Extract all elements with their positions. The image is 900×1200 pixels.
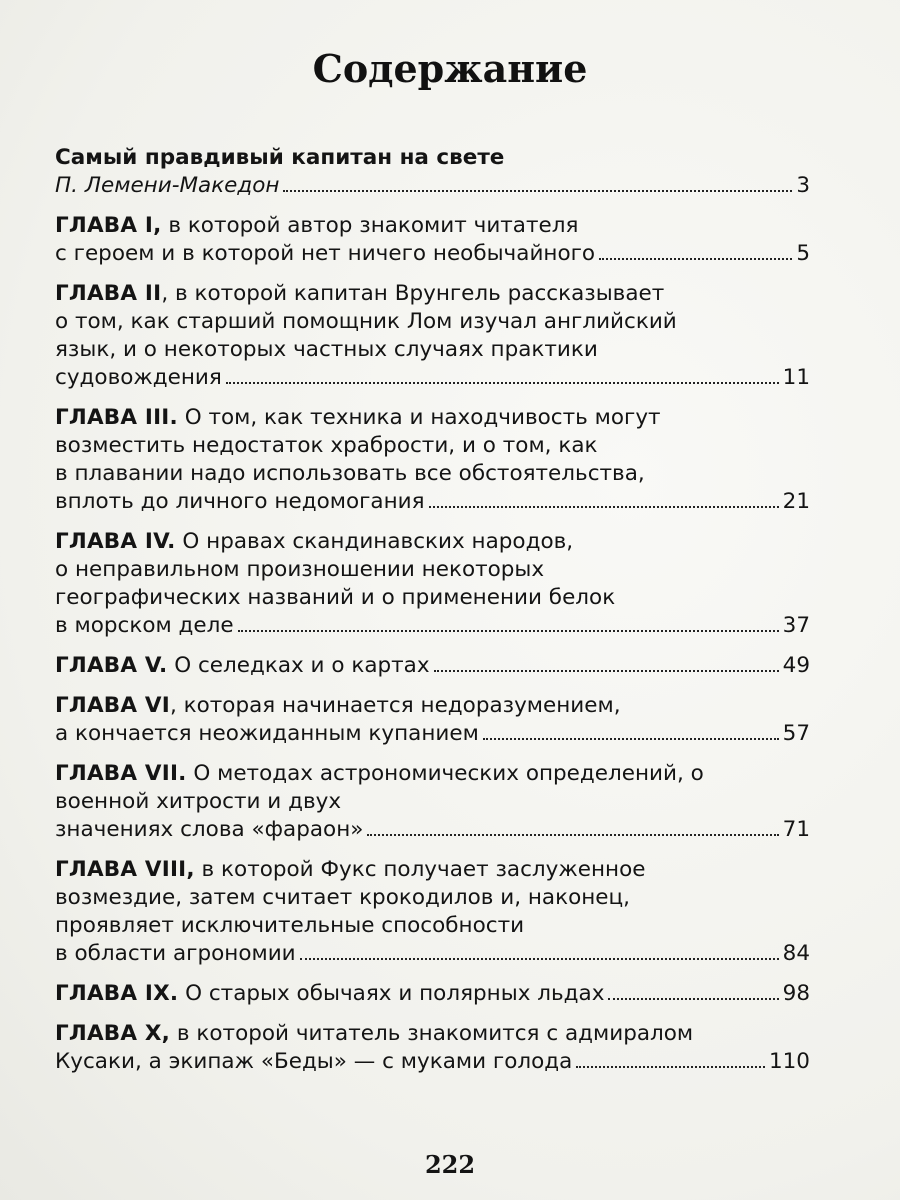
page-number: 222 <box>424 1150 476 1179</box>
dot-leader <box>283 190 792 192</box>
toc-page-number: 11 <box>782 365 810 390</box>
toc-entry-text: в которой автор знакомит читателя <box>161 213 579 238</box>
toc-entry-text: О старых обычаях и полярных льдах <box>178 981 605 1006</box>
toc-page-number: 37 <box>782 613 810 638</box>
chapter-label: ГЛАВА I, <box>55 213 162 238</box>
dot-leader <box>238 630 779 632</box>
chapter-label: ГЛАВА VII. <box>55 761 187 786</box>
toc-entry-text: , которая начинается недоразумением, <box>169 693 621 718</box>
toc-entry-text: значениях слова «фараон» <box>55 817 364 842</box>
toc-page-number: 98 <box>782 981 810 1006</box>
toc-entry-text: Кусаки, а экипаж «Беды» — с муками голода <box>55 1049 573 1074</box>
chapter-label: ГЛАВА IX. <box>55 981 179 1006</box>
dot-leader <box>300 958 779 960</box>
toc-page-number: 49 <box>782 653 810 678</box>
toc-page-number: 5 <box>796 241 810 266</box>
toc-entry-text: а кончается неожиданным купанием <box>55 721 479 746</box>
toc-entry-text: о том, как старший помощник Лом изучал английский <box>55 309 677 334</box>
toc-entry-text: военной хитрости и двух <box>55 789 342 814</box>
toc-entry[interactable] <box>55 652 810 680</box>
toc-entry-heading: Самый правдивый капитан на свете <box>55 145 505 170</box>
dot-leader <box>429 506 779 508</box>
dot-leader <box>367 834 778 836</box>
dot-leader <box>226 382 779 384</box>
chapter-label: ГЛАВА IV. <box>55 529 176 554</box>
dot-leader <box>599 258 792 260</box>
table-of-contents <box>55 144 810 1088</box>
chapter-label: ГЛАВА X, <box>55 1021 171 1046</box>
toc-entry-text: , в которой капитан Врунгель рассказывает <box>161 281 665 306</box>
toc-entry[interactable] <box>55 760 810 844</box>
toc-entry-text: О селедках и о картах <box>167 653 430 678</box>
toc-entry[interactable] <box>55 692 810 748</box>
toc-entry-text: в морском деле <box>55 613 234 638</box>
toc-entry[interactable] <box>55 144 810 200</box>
toc-entry[interactable] <box>55 528 810 640</box>
toc-entry-text: в которой Фукс получает заслуженное <box>194 857 646 882</box>
page-title: Содержание <box>312 46 588 91</box>
toc-entry-text: вплоть до личного недомогания <box>55 489 425 514</box>
toc-entry[interactable] <box>55 1020 810 1076</box>
toc-entry-text: О нравах скандинавских народов, <box>175 529 574 554</box>
toc-page-number: 84 <box>782 941 810 966</box>
toc-entry[interactable] <box>55 404 810 516</box>
toc-entry-text: проявляет исключительные способности <box>55 913 525 938</box>
toc-page-number: 3 <box>796 173 810 198</box>
toc-entry[interactable] <box>55 212 810 268</box>
dot-leader <box>576 1066 765 1068</box>
dot-leader <box>483 738 779 740</box>
dot-leader <box>434 670 779 672</box>
toc-entry[interactable] <box>55 980 810 1008</box>
toc-entry[interactable] <box>55 856 810 968</box>
toc-page-number: 110 <box>768 1049 810 1074</box>
chapter-label: ГЛАВА V. <box>55 653 168 678</box>
toc-page-number: 71 <box>782 817 810 842</box>
toc-entry-text: в области агрономии <box>55 941 296 966</box>
toc-entry-text: возмездие, затем считает крокодилов и, наконец, <box>55 885 630 910</box>
chapter-label: ГЛАВА VIII, <box>55 857 195 882</box>
toc-entry-text: в которой читатель знакомится с адмиралом <box>170 1021 694 1046</box>
toc-entry-text: о неправильном произношении некоторых <box>55 557 545 582</box>
toc-entry-text: судовождения <box>55 365 222 390</box>
chapter-label: ГЛАВА II <box>55 281 162 306</box>
toc-entry-author: П. Лемени-Македон <box>55 173 280 198</box>
toc-entry-text: язык, и о некоторых частных случаях практики <box>55 337 598 362</box>
toc-entry-text: О том, как техника и находчивость могут <box>177 405 661 430</box>
toc-entry-text: с героем и в которой нет ничего необычайного <box>55 241 596 266</box>
toc-page-number: 21 <box>782 489 810 514</box>
toc-entry-text: в плавании надо использовать все обстоятельства, <box>55 461 645 486</box>
toc-entry[interactable] <box>55 280 810 392</box>
toc-entry-text: возместить недостаток храбрости, и о том, как <box>55 433 598 458</box>
dot-leader <box>608 998 778 1000</box>
toc-page-number: 57 <box>782 721 810 746</box>
chapter-label: ГЛАВА III. <box>55 405 178 430</box>
toc-entry-text: О методах астрономических определений, о <box>186 761 704 786</box>
chapter-label: ГЛАВА VI <box>55 693 170 718</box>
toc-entry-text: географических названий и о применении белок <box>55 585 616 610</box>
